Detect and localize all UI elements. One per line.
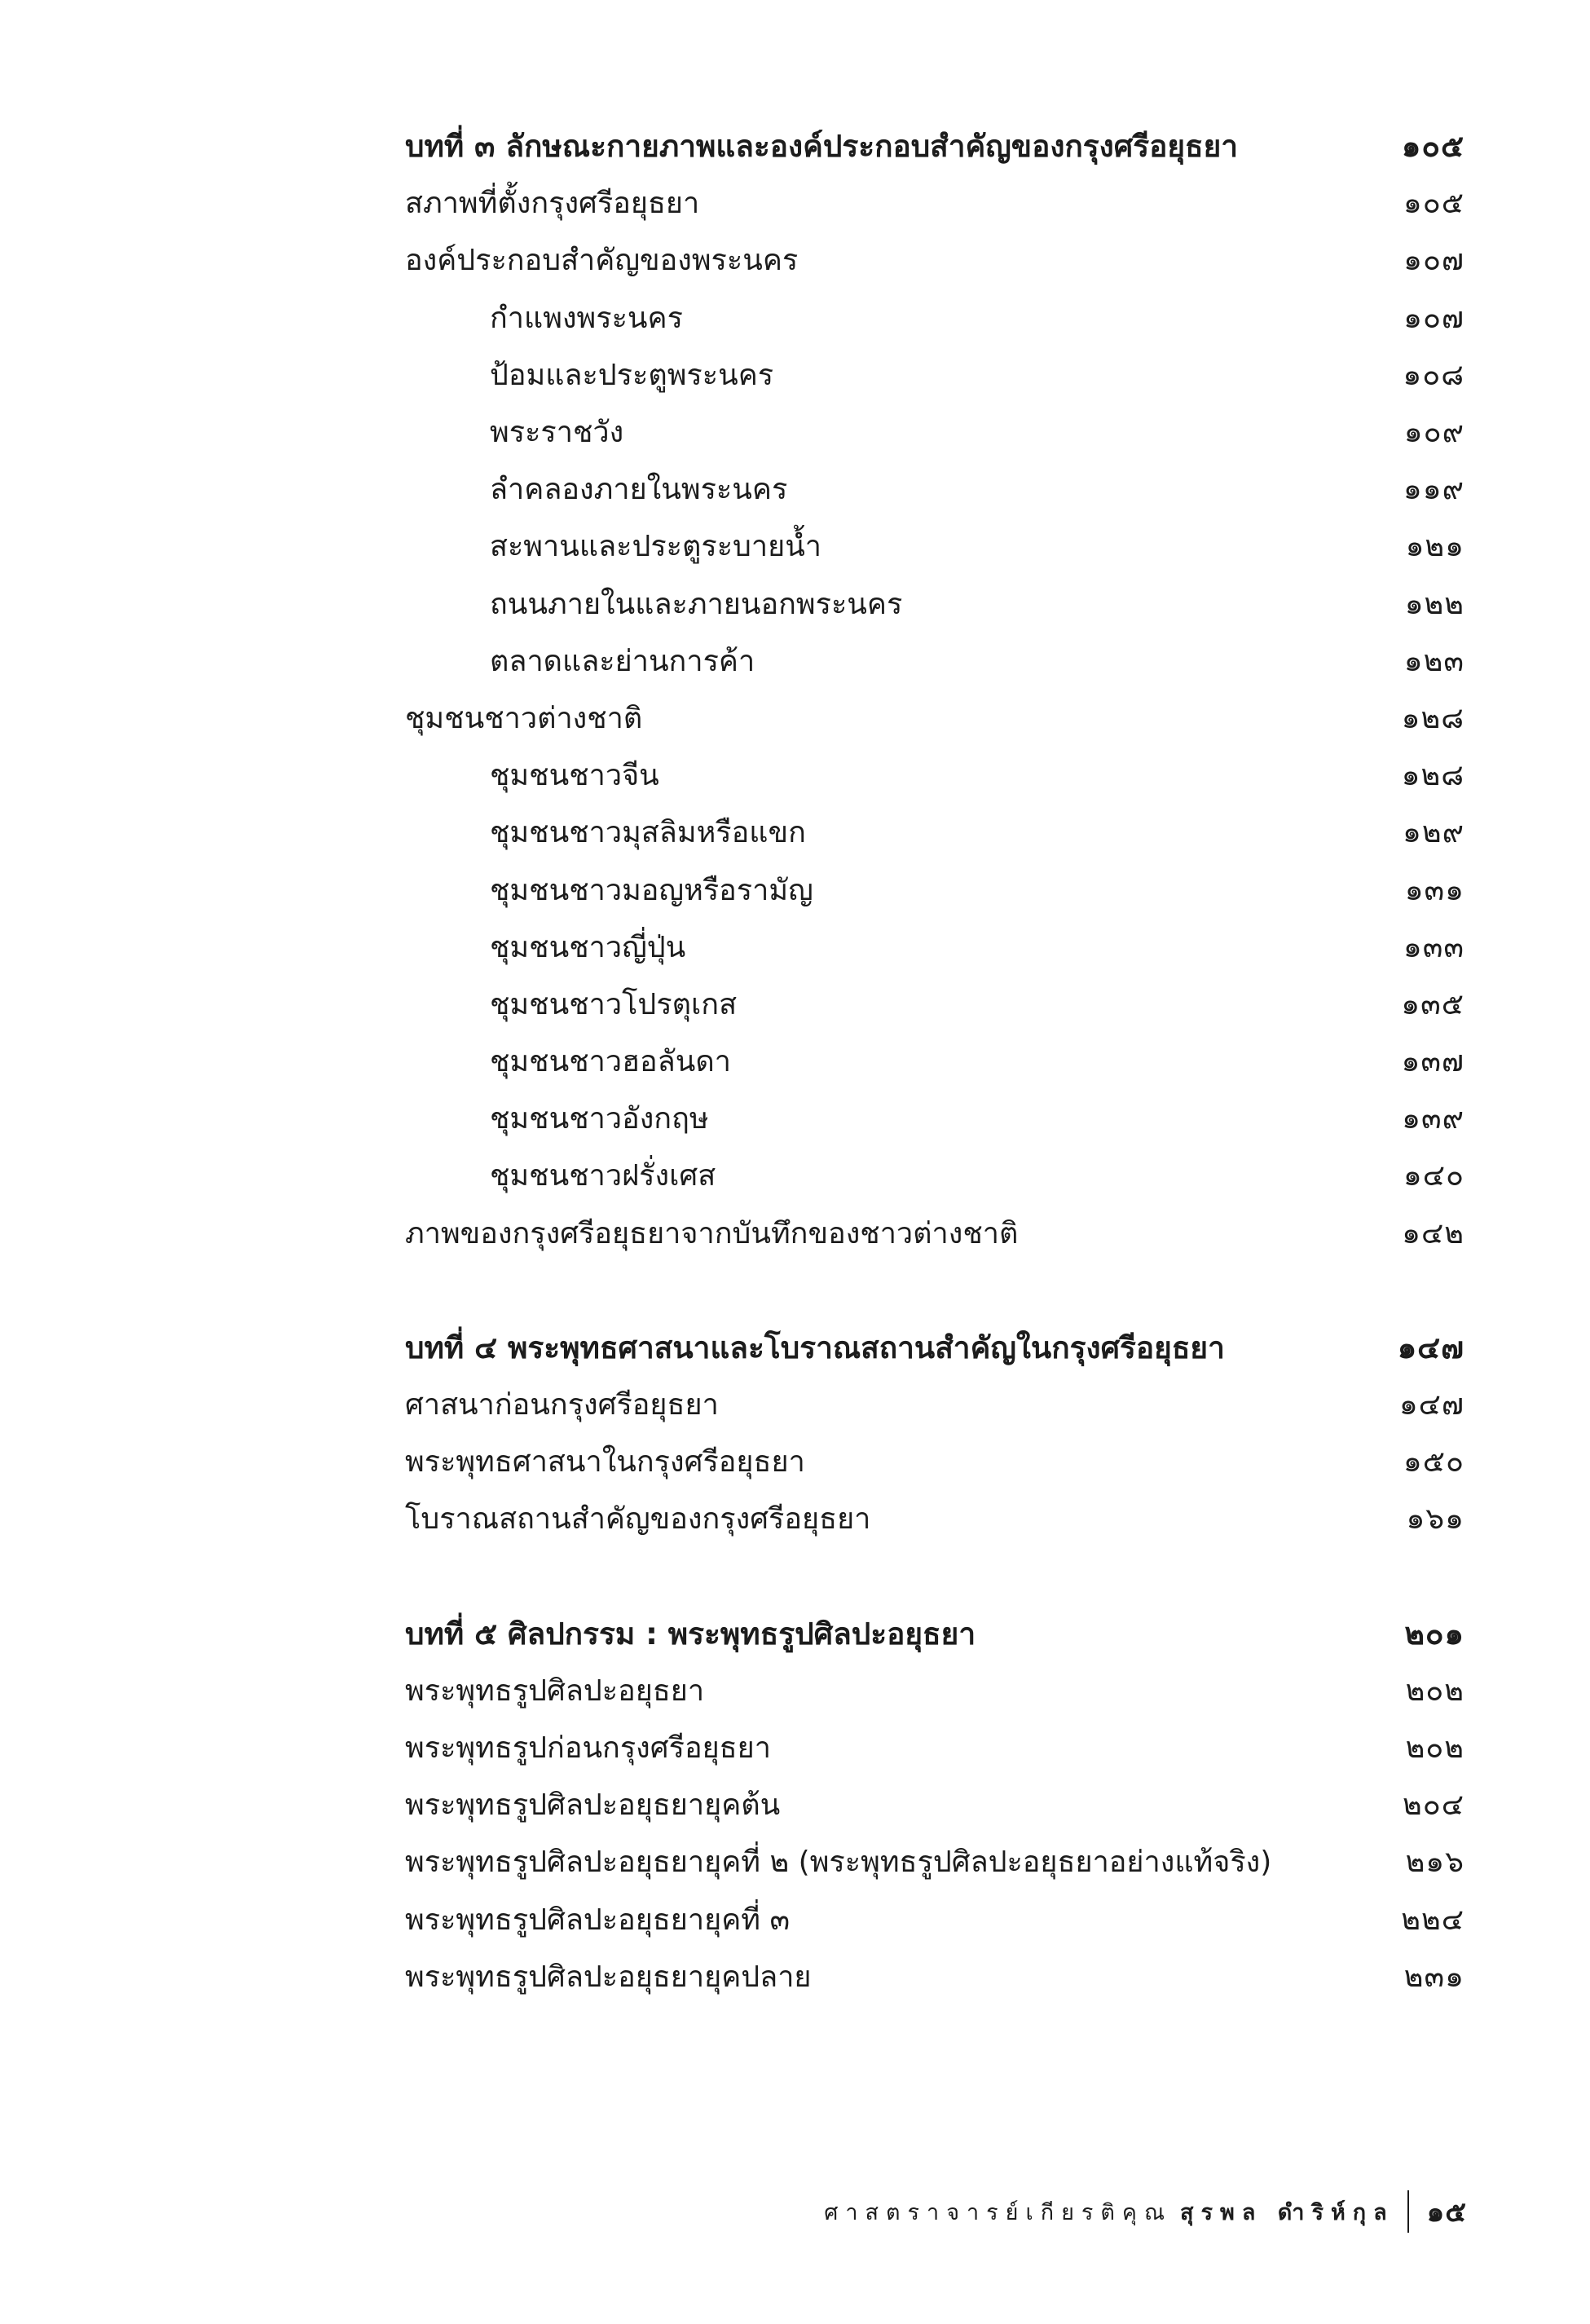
page-number: ๑๒๘ bbox=[1401, 701, 1464, 735]
page-number: ๒๐๒ bbox=[1405, 1731, 1464, 1765]
page-number: ๑๒๓ bbox=[1403, 644, 1464, 678]
toc-subentry[interactable] bbox=[405, 977, 1464, 1034]
page-number: ๒๐๔ bbox=[1403, 1788, 1464, 1823]
toc-subentry[interactable] bbox=[405, 518, 1464, 575]
toc-subentry[interactable] bbox=[405, 805, 1464, 862]
entry-title: พระพุทธรูปศิลปะอยุธยายุคต้น bbox=[405, 1788, 781, 1823]
folio-page-number: ๑๕ bbox=[1426, 2196, 1467, 2229]
toc-subentry[interactable] bbox=[405, 747, 1464, 805]
page-number: ๒๐๑ bbox=[1404, 1616, 1464, 1651]
table-of-contents bbox=[405, 118, 1464, 2006]
toc-subentry[interactable] bbox=[405, 290, 1464, 347]
entry-title: ชุมชนชาวฝรั่งเศส bbox=[490, 1159, 716, 1193]
page-number: ๑๐๕ bbox=[1403, 187, 1464, 221]
page-number: ๑๒๑ bbox=[1405, 530, 1464, 564]
chapter-title: บทที่ ๓ ลักษณะกายภาพและองค์ประกอบสำคัญของกรุงศรีอยุธยา bbox=[405, 129, 1239, 165]
page-number: ๑๔๒ bbox=[1402, 1216, 1464, 1250]
entry-title: ชุมชนชาวฮอลันดา bbox=[490, 1045, 731, 1079]
page-number: ๑๖๑ bbox=[1406, 1502, 1464, 1537]
entry-title: กำแพงพระนคร bbox=[490, 301, 683, 335]
entry-title: ลำคลองภายในพระนคร bbox=[490, 473, 788, 507]
entry-title: สะพานและประตูระบายน้ำ bbox=[490, 530, 822, 564]
page-number: ๑๓๓ bbox=[1403, 930, 1464, 964]
toc-subentry[interactable] bbox=[405, 461, 1464, 518]
chapter-title: บทที่ ๔ พระพุทธศาสนาและโบราณสถานสำคัญในกรุงศรีอยุธยา bbox=[405, 1330, 1225, 1365]
toc-entry[interactable] bbox=[405, 1377, 1464, 1434]
page-number: ๑๒๒ bbox=[1404, 587, 1464, 621]
chapter-4-section bbox=[405, 1320, 1464, 1549]
entry-title: ชุมชนชาวมุสลิมหรือแขก bbox=[490, 816, 806, 850]
page-number: ๑๕๐ bbox=[1403, 1445, 1464, 1480]
toc-entry[interactable] bbox=[405, 1434, 1464, 1491]
page-number: ๒๐๒ bbox=[1405, 1674, 1464, 1708]
entry-title: พระราชวัง bbox=[490, 416, 624, 450]
entry-title: พระพุทธรูปศิลปะอยุธยายุคที่ ๒ (พระพุทธรูปศิลปะอยุธยาอย่างแท้จริง) bbox=[405, 1846, 1272, 1880]
toc-subentry[interactable] bbox=[405, 633, 1464, 690]
page-number: ๑๐๙ bbox=[1403, 416, 1464, 450]
toc-subentry[interactable] bbox=[405, 404, 1464, 461]
toc-entry[interactable] bbox=[405, 1491, 1464, 1548]
toc-subentry[interactable] bbox=[405, 1034, 1464, 1091]
page-number: ๒๓๑ bbox=[1403, 1960, 1464, 1994]
footer-divider bbox=[1407, 2190, 1409, 2233]
toc-subentry[interactable] bbox=[405, 1091, 1464, 1148]
toc-entry[interactable] bbox=[405, 1663, 1464, 1720]
entry-title: ภาพของกรุงศรีอยุธยาจากบันทึกของชาวต่างชาติ bbox=[405, 1216, 1019, 1250]
page-number: ๑๔๗ bbox=[1398, 1388, 1464, 1422]
page-number: ๑๓๗ bbox=[1401, 1045, 1464, 1079]
page-number: ๑๔๗ bbox=[1397, 1330, 1464, 1365]
entry-title: ตลาดและย่านการค้า bbox=[490, 644, 755, 678]
entry-title: องค์ประกอบสำคัญของพระนคร bbox=[405, 244, 799, 278]
entry-title: ชุมชนชาวญี่ปุ่น bbox=[490, 930, 686, 964]
page-number: ๑๑๙ bbox=[1403, 473, 1464, 507]
page-number: ๑๐๕ bbox=[1401, 129, 1464, 165]
page-number: ๑๓๑ bbox=[1404, 873, 1464, 907]
entry-title: โบราณสถานสำคัญของกรุงศรีอยุธยา bbox=[405, 1502, 871, 1537]
chapter-heading[interactable] bbox=[405, 1320, 1464, 1377]
author-title: ศาสตราจารย์เกียรติคุณ bbox=[824, 2199, 1173, 2225]
toc-entry[interactable] bbox=[405, 1891, 1464, 1948]
toc-entry[interactable] bbox=[405, 1777, 1464, 1834]
chapter-heading[interactable] bbox=[405, 1606, 1464, 1663]
page-number: ๑๒๘ bbox=[1401, 759, 1464, 793]
page-number: ๒๒๔ bbox=[1401, 1903, 1464, 1937]
toc-entry[interactable] bbox=[405, 175, 1464, 232]
entry-title: สภาพที่ตั้งกรุงศรีอยุธยา bbox=[405, 187, 700, 221]
page-number: ๑๓๙ bbox=[1402, 1102, 1464, 1136]
entry-title: พระพุทธรูปก่อนกรุงศรีอยุธยา bbox=[405, 1731, 771, 1765]
page-footer bbox=[733, 2189, 1467, 2234]
toc-subentry[interactable] bbox=[405, 919, 1464, 977]
entry-title: ถนนภายในและภายนอกพระนคร bbox=[490, 587, 903, 621]
entry-title: พระพุทธรูปศิลปะอยุธยายุคปลาย bbox=[405, 1960, 812, 1994]
toc-entry[interactable] bbox=[405, 1206, 1464, 1263]
page-number: ๑๐๗ bbox=[1403, 301, 1464, 335]
chapter-heading[interactable] bbox=[405, 118, 1464, 175]
entry-title: ป้อมและประตูพระนคร bbox=[490, 358, 774, 392]
entry-title: ชุมชนชาวต่างชาติ bbox=[405, 701, 643, 735]
page-number: ๑๓๕ bbox=[1401, 987, 1464, 1021]
chapter-5-section bbox=[405, 1606, 1464, 2006]
toc-entry[interactable] bbox=[405, 232, 1464, 289]
page-number: ๑๐๘ bbox=[1403, 358, 1464, 392]
page-number: ๑๐๗ bbox=[1403, 244, 1464, 278]
toc-subentry[interactable] bbox=[405, 347, 1464, 404]
toc-subentry[interactable] bbox=[405, 576, 1464, 633]
page-number: ๑๔๐ bbox=[1403, 1159, 1464, 1193]
toc-entry[interactable] bbox=[405, 1834, 1464, 1891]
author-name: สุรพล ดำริห์กุล bbox=[1180, 2199, 1394, 2225]
page-number: ๑๒๙ bbox=[1403, 816, 1464, 850]
entry-title: ชุมชนชาวมอญหรือรามัญ bbox=[490, 873, 813, 907]
toc-subentry[interactable] bbox=[405, 862, 1464, 919]
toc-entry[interactable] bbox=[405, 690, 1464, 747]
entry-title: ศาสนาก่อนกรุงศรีอยุธยา bbox=[405, 1388, 719, 1422]
toc-subentry[interactable] bbox=[405, 1148, 1464, 1205]
entry-title: พระพุทธรูปศิลปะอยุธยา bbox=[405, 1674, 705, 1708]
toc-entry[interactable] bbox=[405, 1949, 1464, 2006]
chapter-title: บทที่ ๕ ศิลปกรรม : พระพุทธรูปศิลปะอยุธยา bbox=[405, 1616, 976, 1651]
entry-title: พระพุทธรูปศิลปะอยุธยายุคที่ ๓ bbox=[405, 1903, 791, 1937]
page-number: ๒๑๖ bbox=[1405, 1846, 1464, 1880]
chapter-3-section bbox=[405, 118, 1464, 1263]
entry-title: ชุมชนชาวอังกฤษ bbox=[490, 1102, 709, 1136]
entry-title: พระพุทธศาสนาในกรุงศรีอยุธยา bbox=[405, 1445, 805, 1480]
entry-title: ชุมชนชาวโปรตุเกส bbox=[490, 987, 738, 1021]
entry-title: ชุมชนชาวจีน bbox=[490, 759, 659, 793]
toc-entry[interactable] bbox=[405, 1720, 1464, 1777]
